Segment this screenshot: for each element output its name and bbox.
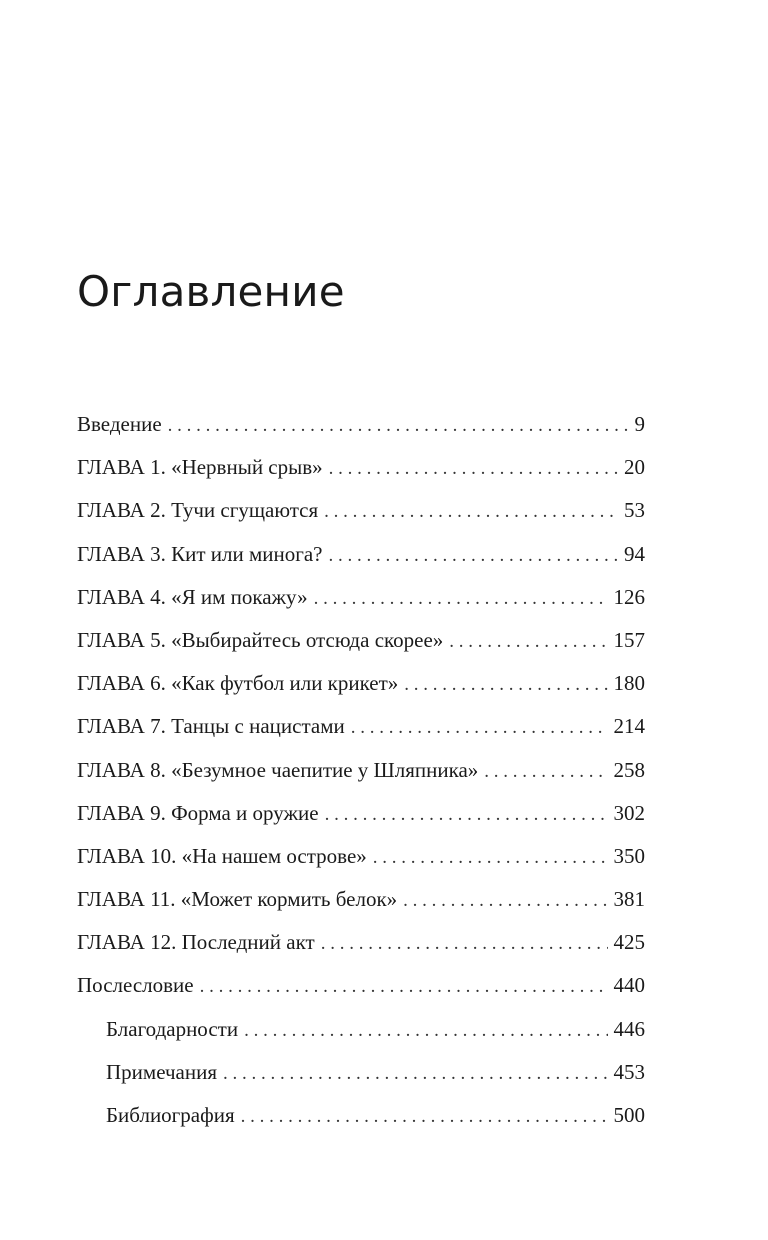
toc-entry-page-number: 53 <box>624 498 645 523</box>
toc-entry-page-number: 425 <box>613 930 645 955</box>
toc-entry-title: ГЛАВА 11. «Может кормить белок» <box>77 887 398 912</box>
toc-entry-title: ГЛАВА 12. Последний акт <box>77 930 315 955</box>
toc-entry-page-number: 214 <box>613 714 645 739</box>
toc-entry-title: Введение <box>77 412 162 436</box>
toc-entry-title: Благодарности <box>106 1016 239 1041</box>
toc-entry-page-number: 180 <box>613 671 645 696</box>
toc-entry-chapter-10[interactable] <box>77 835 645 878</box>
dot-leader <box>449 620 607 663</box>
toc-entry-title: ГЛАВА 8. «Безумное чаепитие у Шляпника» <box>77 757 479 782</box>
dot-leader <box>484 750 607 793</box>
toc-entry-page-number: 350 <box>613 843 645 868</box>
dot-leader <box>324 490 618 533</box>
dot-leader <box>351 706 608 749</box>
toc-entry-chapter-3[interactable] <box>77 533 645 576</box>
toc-entry-title: ГЛАВА 4. «Я им покажу» <box>77 584 308 609</box>
toc-entry-acknowledgements[interactable] <box>77 1008 645 1051</box>
toc-entry-afterword[interactable] <box>77 964 645 1007</box>
toc-entry-introduction[interactable] <box>77 403 645 446</box>
dot-leader <box>403 879 607 922</box>
toc-entry-page-number: 453 <box>613 1059 645 1084</box>
toc-entry-chapter-1[interactable] <box>77 446 645 489</box>
toc-entry-title: ГЛАВА 1. «Нервный срыв» <box>77 455 323 480</box>
toc-entry-title: ГЛАВА 6. «Как футбол или крикет» <box>77 671 399 696</box>
dot-leader <box>321 922 608 965</box>
table-of-contents <box>77 403 645 1137</box>
toc-entry-title: Примечания <box>106 1059 218 1084</box>
toc-entry-chapter-11[interactable] <box>77 878 645 921</box>
toc-entry-page-number: 381 <box>613 887 645 912</box>
toc-entry-notes[interactable] <box>77 1051 645 1094</box>
toc-entry-chapter-9[interactable] <box>77 792 645 835</box>
toc-entry-title: ГЛАВА 2. Тучи сгущаются <box>77 498 319 523</box>
toc-entry-title: ГЛАВА 10. «На нашем острове» <box>77 843 367 868</box>
dot-leader <box>223 1052 607 1095</box>
dot-leader <box>200 965 608 1008</box>
toc-entry-chapter-7[interactable] <box>77 705 645 748</box>
dot-leader <box>404 663 607 706</box>
toc-entry-chapter-12[interactable] <box>77 921 645 964</box>
toc-entry-bibliography[interactable] <box>77 1094 645 1137</box>
toc-entry-title: ГЛАВА 5. «Выбирайтесь отсюда скорее» <box>77 627 444 652</box>
toc-entry-page-number: 446 <box>613 1016 645 1041</box>
toc-entry-title: ГЛАВА 3. Кит или минога? <box>77 541 323 566</box>
page-title: Оглавление <box>77 267 345 316</box>
toc-entry-page-number: 500 <box>613 1103 645 1127</box>
toc-entry-title: Послесловие <box>77 973 194 998</box>
toc-entry-chapter-5[interactable] <box>77 619 645 662</box>
toc-entry-page-number: 126 <box>613 584 645 609</box>
toc-entry-chapter-6[interactable] <box>77 662 645 705</box>
toc-entry-title: Библиография <box>106 1103 235 1127</box>
dot-leader <box>328 534 618 577</box>
dot-leader <box>325 793 608 836</box>
toc-entry-page-number: 9 <box>634 412 645 436</box>
toc-entry-title: ГЛАВА 9. Форма и оружие <box>77 800 319 825</box>
dot-leader <box>168 404 629 447</box>
toc-entry-chapter-2[interactable] <box>77 489 645 532</box>
toc-entry-chapter-4[interactable] <box>77 576 645 619</box>
dot-leader <box>244 1009 607 1052</box>
dot-leader <box>329 447 618 490</box>
toc-entry-page-number: 94 <box>624 541 645 566</box>
toc-entry-title: ГЛАВА 7. Танцы с нацистами <box>77 714 345 739</box>
dot-leader <box>241 1095 608 1138</box>
toc-entry-page-number: 20 <box>624 455 645 480</box>
toc-entry-page-number: 258 <box>613 757 645 782</box>
toc-entry-page-number: 157 <box>613 627 645 652</box>
toc-entry-page-number: 302 <box>613 800 645 825</box>
dot-leader <box>314 577 608 620</box>
toc-entry-page-number: 440 <box>613 973 645 998</box>
toc-entry-chapter-8[interactable] <box>77 749 645 792</box>
dot-leader <box>373 836 608 879</box>
